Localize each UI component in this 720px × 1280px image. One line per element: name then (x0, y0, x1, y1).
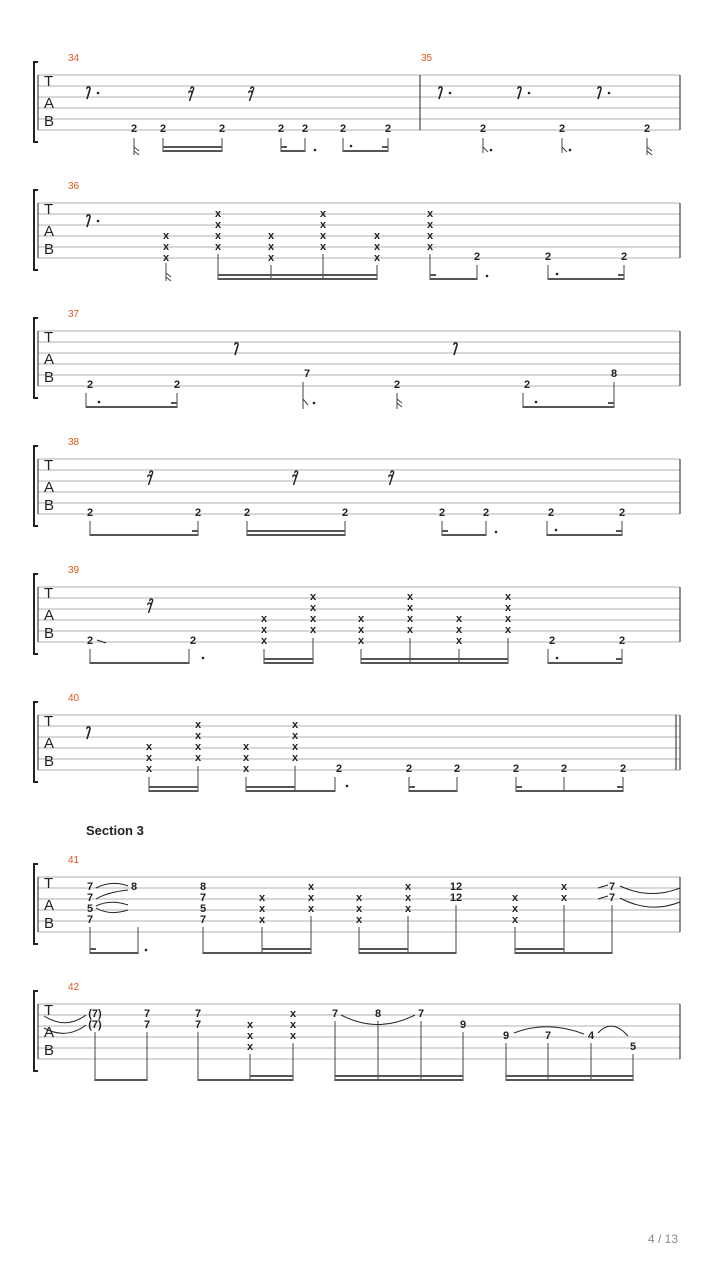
dead-note: x (289, 1019, 297, 1031)
dead-note: x (426, 230, 434, 242)
dead-note: x (291, 752, 299, 764)
dead-note: x (319, 241, 327, 253)
dead-note: x (511, 903, 519, 915)
fret-number: 7 (194, 1019, 202, 1031)
measure-number: 37 (68, 309, 80, 320)
fret-number: 7 (303, 368, 311, 380)
fret-number: 2 (341, 507, 349, 519)
system-bracket (34, 991, 38, 1071)
fret-number: 2 (620, 251, 628, 263)
fret-number: 7 (86, 892, 94, 904)
fret-number: 2 (194, 507, 202, 519)
dead-note: x (560, 892, 568, 904)
tab-clef-t: T (44, 73, 54, 90)
dead-note: x (246, 1019, 254, 1031)
dead-note: x (260, 635, 268, 647)
tab-system-34 (34, 53, 680, 155)
tab-clef-a: A (44, 479, 55, 496)
dead-note: x (355, 914, 363, 926)
tab-clef-t: T (44, 329, 54, 346)
tab-clef-b: B (44, 241, 55, 258)
dead-note: x (357, 613, 365, 625)
dead-note: x (162, 241, 170, 253)
dead-note: x (406, 624, 414, 636)
dead-note: x (214, 241, 222, 253)
rhythm-notation (90, 905, 612, 954)
fret-number: 2 (479, 123, 487, 135)
dead-note: x (246, 1041, 254, 1053)
fret-number: 5 (86, 903, 94, 915)
fret-number: 2 (173, 379, 181, 391)
fret-number: 2 (558, 123, 566, 135)
fret-number: 2 (243, 507, 251, 519)
dead-note: x (357, 624, 365, 636)
system-bracket (34, 702, 38, 782)
fret-number: 7 (544, 1030, 552, 1042)
dead-note: x (319, 208, 327, 220)
tab-system-41 (34, 855, 680, 954)
dead-note: x (355, 903, 363, 915)
dead-note: x (291, 730, 299, 742)
sixteenth-rest-icon (148, 471, 153, 485)
fret-number: 12 (449, 881, 463, 893)
fret-number: 2 (482, 507, 490, 519)
fret-number: 8 (199, 881, 207, 893)
dead-note: x (406, 591, 414, 603)
tab-clef-a: A (44, 735, 55, 752)
svg-text:x: x (504, 613, 512, 625)
tab-clef-b: B (44, 753, 55, 770)
dead-note: x (258, 892, 266, 904)
dead-note: x (242, 741, 250, 753)
tab-system-42 (34, 982, 680, 1081)
dead-note: x (455, 624, 463, 636)
fret-number: 2 (189, 635, 197, 647)
system-bracket (34, 446, 38, 526)
tab-clef-b: B (44, 1042, 55, 1059)
system-bracket (34, 864, 38, 944)
tab-system-39 (34, 565, 680, 664)
dead-note: x (194, 741, 202, 753)
tab-clef-b: B (44, 113, 55, 130)
fret-numbers (131, 123, 650, 135)
dead-note: x (242, 763, 250, 775)
dead-note: x (289, 1030, 297, 1042)
dead-note: x (511, 892, 519, 904)
fret-number: 2 (643, 123, 651, 135)
fret-number: 5 (199, 903, 207, 915)
rhythm-notation (95, 1021, 633, 1081)
dead-note: x (426, 208, 434, 220)
measure-number: 38 (68, 437, 80, 448)
fret-number: 7 (194, 1008, 202, 1020)
tab-clef-a: A (44, 897, 55, 914)
fret-number: 7 (199, 892, 207, 904)
fret-number: 2 (384, 123, 392, 135)
dead-note: x (404, 881, 412, 893)
fret-number: 2 (86, 379, 94, 391)
fret-number: 2 (512, 763, 520, 775)
fret-number: 2 (560, 763, 568, 775)
dead-note: x (267, 252, 275, 264)
dead-note: x (404, 892, 412, 904)
section-label: Section 3 (86, 823, 144, 838)
fret-number: 2 (453, 763, 461, 775)
dead-note: x (291, 741, 299, 753)
fret-number: 7 (143, 1008, 151, 1020)
fret-numbers (146, 719, 626, 775)
tab-clef-t: T (44, 457, 54, 474)
sixteenth-rest-icon (189, 87, 194, 101)
measure-number: 36 (68, 181, 80, 192)
svg-text:x: x (504, 602, 512, 614)
dead-note: x (267, 230, 275, 242)
fret-number: 7 (608, 892, 616, 904)
sixteenth-rest-icon (293, 471, 298, 485)
dead-note: x (406, 613, 414, 625)
dead-note: x (145, 763, 153, 775)
fret-number: 7 (331, 1008, 339, 1020)
fret-number: 2 (618, 635, 626, 647)
dead-note: x (194, 719, 202, 731)
dead-note: x (309, 613, 317, 625)
dead-note: x (291, 719, 299, 731)
fret-number: 2 (618, 507, 626, 519)
dead-note: x (258, 914, 266, 926)
fret-number: 5 (629, 1041, 637, 1053)
dead-note: x (267, 241, 275, 253)
tab-system-37 (34, 309, 680, 409)
fret-numbers-extra (505, 591, 512, 636)
fret-number: 2 (548, 635, 556, 647)
dead-note: x (307, 892, 315, 904)
fret-number: 8 (610, 368, 618, 380)
fret-number: 2 (159, 123, 167, 135)
fret-number: 2 (473, 251, 481, 263)
fret-number: 2 (619, 763, 627, 775)
tab-clef-t: T (44, 713, 54, 730)
tab-clef-a: A (44, 95, 55, 112)
tab-clef-b: B (44, 369, 55, 386)
dead-note: x (511, 914, 519, 926)
dead-note: x (309, 591, 317, 603)
dead-note: x (355, 892, 363, 904)
fret-numbers (87, 591, 625, 647)
rhythm-notation (90, 521, 622, 536)
tab-system-36 (34, 181, 680, 281)
fret-number: 7 (86, 914, 94, 926)
fret-number: 2 (130, 123, 138, 135)
fret-number: 4 (587, 1030, 595, 1042)
dead-note: x (426, 241, 434, 253)
dead-note: x (214, 230, 222, 242)
dead-note: x (214, 208, 222, 220)
dead-note: x (319, 219, 327, 231)
fret-number: 2 (393, 379, 401, 391)
system-bracket (34, 574, 38, 654)
tab-clef-b: B (44, 625, 55, 642)
tab-clef-a: A (44, 1024, 55, 1041)
dead-note: x (309, 602, 317, 614)
tab-clef-t: T (44, 875, 54, 892)
dead-note: x (260, 624, 268, 636)
measure-number: 41 (68, 855, 80, 866)
dead-note: x (289, 1008, 297, 1020)
fret-numbers (87, 368, 617, 391)
tab-clef-b: B (44, 915, 55, 932)
tab-clef-t: T (44, 201, 54, 218)
tab-clef-t: T (44, 1002, 54, 1019)
tab-clef-b: B (44, 497, 55, 514)
dead-note: x (145, 741, 153, 753)
dead-note: x (145, 752, 153, 764)
fret-number: (7) (88, 1019, 102, 1031)
dead-note: x (373, 230, 381, 242)
dead-note: x (162, 230, 170, 242)
dead-note: x (194, 730, 202, 742)
fret-number: 9 (459, 1019, 467, 1031)
tab-clef-a: A (44, 607, 55, 624)
fret-number: 2 (86, 635, 94, 647)
fret-number: 7 (608, 881, 616, 893)
tab-system-40 (34, 693, 680, 792)
fret-number: (7) (88, 1008, 102, 1020)
dead-note: x (373, 241, 381, 253)
fret-number: 2 (218, 123, 226, 135)
dead-note: x (194, 752, 202, 764)
fret-number: 9 (502, 1030, 510, 1042)
fret-number: 2 (277, 123, 285, 135)
dead-note: x (260, 613, 268, 625)
measure-number: 42 (68, 982, 80, 993)
dead-note: x (455, 613, 463, 625)
tab-clef-t: T (44, 585, 54, 602)
fret-number: 2 (301, 123, 309, 135)
svg-text:x: x (504, 591, 512, 603)
system-bracket (34, 190, 38, 270)
dead-note: x (246, 1030, 254, 1042)
fret-number: 2 (339, 123, 347, 135)
dead-note: x (242, 752, 250, 764)
fret-number: 7 (143, 1019, 151, 1031)
fret-number: 2 (523, 379, 531, 391)
fret-number: 8 (130, 881, 138, 893)
measure-number: 34 (68, 53, 80, 64)
dead-note: x (258, 903, 266, 915)
tab-clef-a: A (44, 223, 55, 240)
fret-number: 8 (374, 1008, 382, 1020)
fret-number: 7 (86, 881, 94, 893)
fret-number: 2 (544, 251, 552, 263)
dead-note: x (309, 624, 317, 636)
dead-note: x (307, 881, 315, 893)
sixteenth-rest-icon (148, 599, 153, 613)
dead-note: x (455, 635, 463, 647)
dead-note: x (426, 219, 434, 231)
tab-system-38 (34, 437, 680, 536)
dead-note: x (214, 219, 222, 231)
dead-note: x (404, 903, 412, 915)
rhythm-notation (134, 138, 652, 155)
tab-clef-a: A (44, 351, 55, 368)
fret-numbers (87, 507, 625, 519)
system-bracket (34, 318, 38, 398)
measure-number: 35 (421, 53, 433, 64)
dead-note: x (162, 252, 170, 264)
dead-note: x (560, 881, 568, 893)
fret-number: 2 (547, 507, 555, 519)
measure-number: 40 (68, 693, 80, 704)
fret-number: 2 (405, 763, 413, 775)
measure-number: 39 (68, 565, 80, 576)
dead-note: x (406, 602, 414, 614)
fret-number: 2 (438, 507, 446, 519)
fret-number: 7 (199, 914, 207, 926)
svg-text:x: x (504, 624, 512, 636)
slide-marker (97, 640, 106, 643)
fret-number: 7 (417, 1008, 425, 1020)
fret-number: 2 (335, 763, 343, 775)
dead-note: x (307, 903, 315, 915)
fret-number: 12 (449, 892, 463, 904)
sixteenth-rest-icon (249, 87, 254, 101)
fret-number: 2 (86, 507, 94, 519)
dead-note: x (357, 635, 365, 647)
system-bracket (34, 62, 38, 142)
page-number: 4 / 13 (647, 1232, 678, 1246)
dead-note: x (319, 230, 327, 242)
dead-note: x (373, 252, 381, 264)
sixteenth-rest-icon (389, 471, 394, 485)
